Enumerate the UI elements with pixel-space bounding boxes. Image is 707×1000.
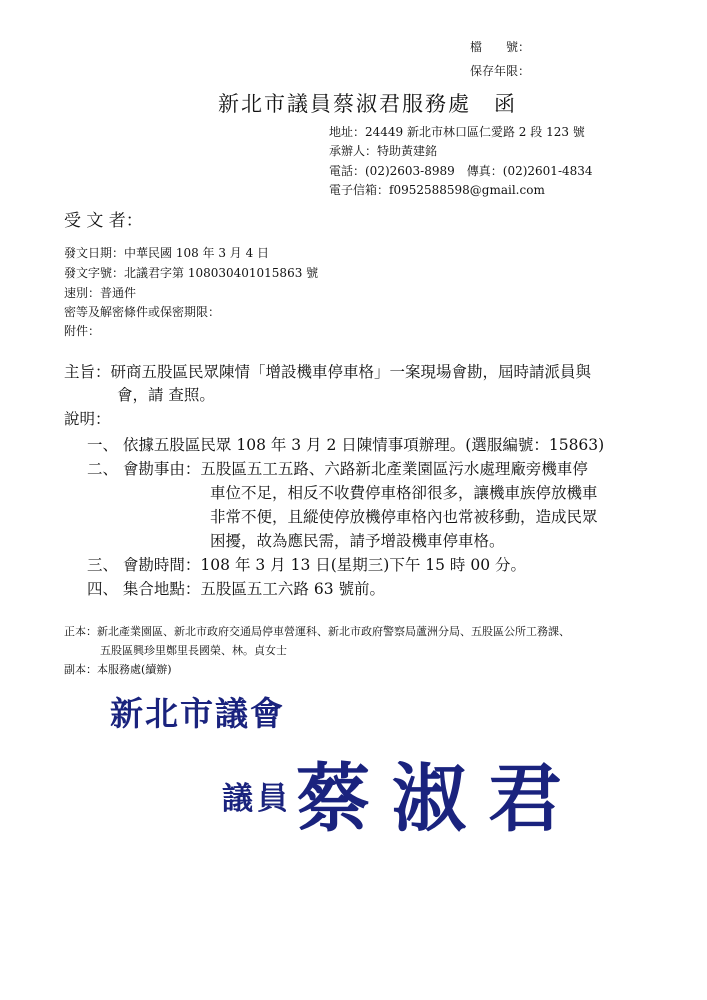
delivery-speed: 速別：普通件 xyxy=(64,286,137,300)
main-recipients-line-1: 正本：新北產業園區、新北市政府交通局停車營運科、新北市政府警察局蘆洲分局、五股區公所工務課、 xyxy=(64,625,570,638)
subject-line-2: 會，請 查照。 xyxy=(117,386,215,404)
main-recipients-line-2: 五股區興珍里鄭里長國榮、林。貞女士 xyxy=(100,644,287,657)
stamp-organization: 新北市議會 xyxy=(110,694,285,733)
explanation-item-1: 一、 依據五股區民眾 108 年 3 月 2 日陳情事項辦理。(選服編號：15863) xyxy=(87,436,605,454)
email-line: 電子信箱：f0952588598@gmail.com xyxy=(329,183,545,197)
stamp-role: 議員 xyxy=(222,781,292,817)
copy-recipients: 副本：本服務處(續辦) xyxy=(64,663,172,676)
explanation-item-2-line-3: 非常不便，且縱使停放機停車格內也常被移動，造成民眾 xyxy=(210,508,598,526)
security-level: 密等及解密條件或保密期限： xyxy=(64,305,221,319)
attachment-label: 附件： xyxy=(64,324,101,338)
retention-label: 保存年限： xyxy=(470,64,531,78)
explanation-item-4: 四、 集合地點：五股區五工六路 63 號前。 xyxy=(87,580,386,598)
explanation-heading: 說明： xyxy=(64,410,111,428)
explanation-item-2-line-2: 車位不足，相反不收費停車格卻很多，讓機車族停放機車 xyxy=(210,484,598,502)
address-line: 地址：24449 新北市林口區仁愛路 2 段 123 號 xyxy=(329,125,585,139)
explanation-item-3: 三、 會勘時間：108 年 3 月 13 日(星期三)下午 15 時 00 分。 xyxy=(87,556,526,574)
document-number: 發文字號：北議君字第 108030401015863 號 xyxy=(64,266,319,280)
phone-fax-line: 電話：(02)2603-8989 傳真：(02)2601-4834 xyxy=(329,164,593,178)
explanation-item-2-line-4: 困擾，故為應民需，請予增設機車停車格。 xyxy=(210,532,505,550)
recipient-label: 受 文 者： xyxy=(64,211,143,231)
explanation-item-2-line-1: 二、 會勘事由：五股區五工五路、六路新北產業園區污水處理廠旁機車停 xyxy=(87,460,588,478)
handler-line: 承辦人：特助黃建銘 xyxy=(329,144,438,158)
issue-date: 發文日期：中華民國 108 年 3 月 4 日 xyxy=(64,246,270,260)
file-number-label: 檔 號： xyxy=(470,40,531,54)
stamp-name: 蔡淑君 xyxy=(296,756,584,842)
letter-title: 新北市議員蔡淑君服務處 函 xyxy=(218,92,517,116)
subject-line-1: 主旨：研商五股區民眾陳情「增設機車停車格」一案現場會勘，屆時請派員與 xyxy=(64,363,592,381)
